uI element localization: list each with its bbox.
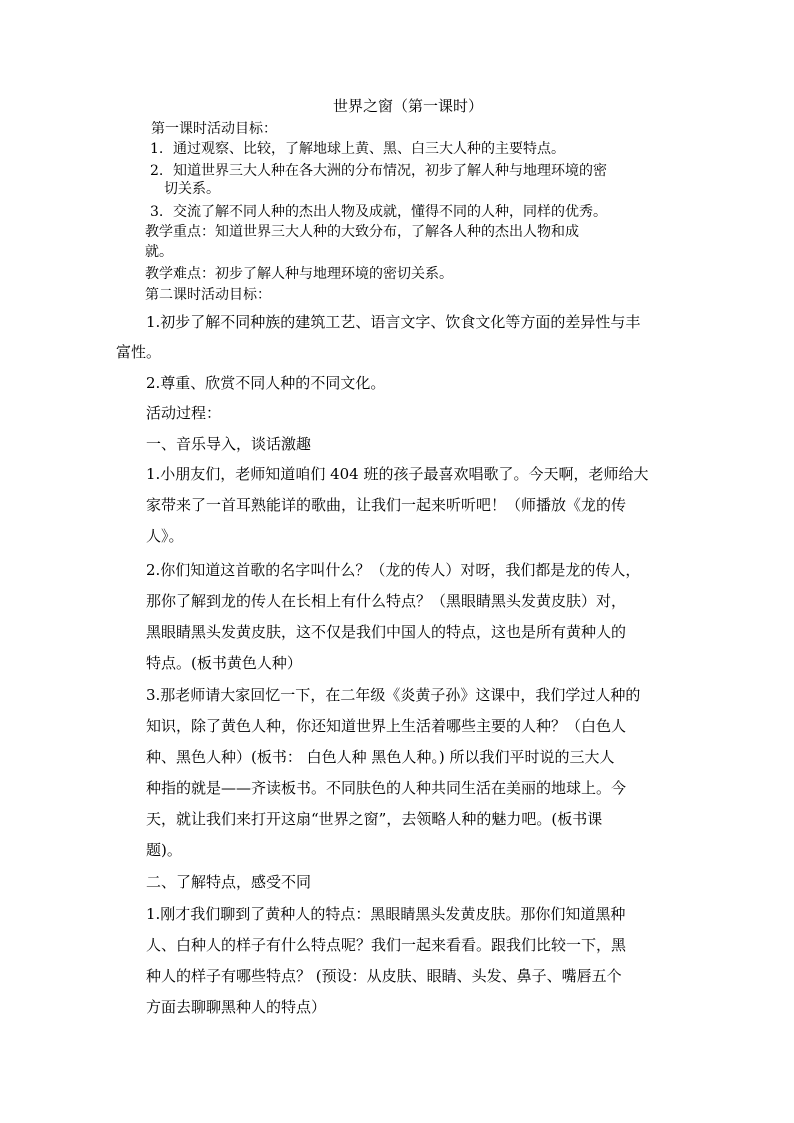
difficulty: 教学难点：初步了解人种与地理环境的密切关系。 <box>145 266 453 282</box>
document-title: 世界之窗（第一课时） <box>333 97 484 115</box>
section1-p3-line2: 知识，除了黄色人种，你还知道世界上生活着哪些主要的人种？（白色人 <box>146 717 627 735</box>
process-heading: 活动过程： <box>146 404 222 422</box>
lesson1-goal-2-line2: 切关系。 <box>164 181 220 197</box>
key-points-line2: 就。 <box>145 244 173 260</box>
section1-p3-line1: 3.那老师请大家回忆一下，在二年级《炎黄子孙》这课中，我们学过人种的 <box>146 686 641 704</box>
section1-p1-line1: 1.小朋友们，老师知道咱们 404 班的孩子最喜欢唱歌了。今天啊，老师给大 <box>146 465 649 483</box>
lesson2-goal2: 2.尊重、欣赏不同人种的不同文化。 <box>146 374 386 392</box>
section2-p1-line4: 方面去聊聊黑种人的特点） <box>146 998 327 1016</box>
key-points-line1: 教学重点：知道世界三大人种的大致分布，了解各人种的杰出人物和成 <box>145 224 579 240</box>
section1-p1-line2: 家带来了一首耳熟能详的歌曲，让我们一起来听听吧！（师播放《龙的传 <box>146 496 627 514</box>
section1-p3-line6: 题)。 <box>146 841 182 859</box>
section2-p1-line2: 人、白种人的样子有什么特点呢？我们一起来看看。跟我们比较一下，黑 <box>146 936 627 954</box>
lesson1-goal-1-num: 1. <box>150 141 164 157</box>
section1-p3-line4: 种指的就是——齐读板书。不同肤色的人种共同生活在美丽的地球上。今 <box>146 779 627 797</box>
lesson1-heading: 第一课时活动目标： <box>151 121 277 137</box>
lesson2-goal1-line2: 富性。 <box>116 343 162 361</box>
lesson1-goal-2-num: 2. <box>150 163 164 179</box>
lesson1-goal-2-line1: 知道世界三大人种在各大洲的分布情况，初步了解人种与地理环境的密 <box>173 163 607 179</box>
section1-p2-line2: 那你了解到龙的传人在长相上有什么特点？（黑眼睛黑头发黄皮肤）对， <box>146 592 627 610</box>
lesson2-goal1-line1: 1.初步了解不同种族的建筑工艺、语言文字、饮食文化等方面的差异性与丰 <box>146 313 641 331</box>
section1-title: 一、音乐导入，谈话激趣 <box>146 435 312 453</box>
section2-p1-line1: 1.刚才我们聊到了黄种人的特点：黑眼睛黑头发黄皮肤。那你们知道黑种 <box>146 905 626 923</box>
section1-p3-line3: 种、黑色人种）(板书： 白色人种 黑色人种。) 所以我们平时说的三大人 <box>146 748 615 766</box>
section1-p3-line5: 天，就让我们来打开这扇“世界之窗”，去领略人种的魅力吧。(板书课 <box>146 810 603 828</box>
section1-p2-line4: 特点。(板书黄色人种） <box>146 654 302 672</box>
section1-p2-line1: 2.你们知道这首歌的名字叫什么？（龙的传人）对呀，我们都是龙的传人， <box>146 561 641 579</box>
lesson1-goal-1: 通过观察、比较，了解地球上黄、黑、白三大人种的主要特点。 <box>173 141 565 157</box>
section1-p2-line3: 黑眼睛黑头发黄皮肤，这不仅是我们中国人的特点，这也是所有黄种人的 <box>146 623 627 641</box>
section2-title: 二、了解特点，感受不同 <box>146 873 312 891</box>
section2-p1-line3: 种人的样子有哪些特点？ (预设：从皮肤、眼睛、头发、鼻子、嘴唇五个 <box>146 967 622 985</box>
lesson2-heading: 第二课时活动目标： <box>145 287 271 303</box>
section1-p1-line3: 人》。 <box>146 527 184 545</box>
lesson1-goal-3-num: 3. <box>150 204 164 220</box>
lesson1-goal-3: 交流了解不同人种的杰出人物及成就，懂得不同的人种，同样的优秀。 <box>173 204 607 220</box>
